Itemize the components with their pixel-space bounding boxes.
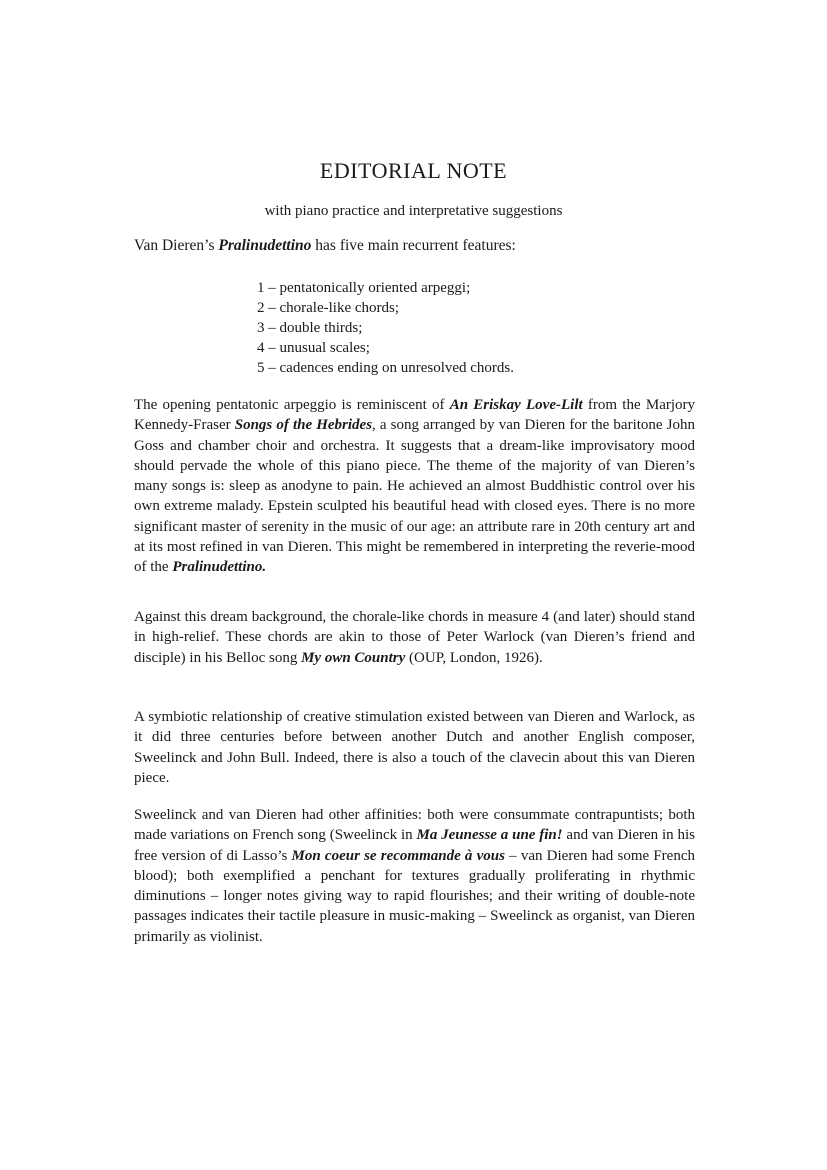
feature-item: 1 – pentatonically oriented arpeggi;	[257, 280, 471, 296]
intro-text-after: has five main recurrent features:	[311, 237, 516, 254]
paragraph-text: The opening pentatonic arpeggio is reminiscent of	[134, 397, 450, 413]
intro-text-before: Van Dieren’s	[134, 237, 219, 254]
work-title: Pralinudettino.	[172, 559, 267, 576]
feature-item: 5 – cadences ending on unresolved chords.	[257, 360, 515, 376]
work-title: My own Country	[301, 649, 406, 666]
page-subtitle: with piano practice and interpretative suggestions	[264, 203, 563, 219]
work-title: Ma Jeunesse a une fin!	[416, 827, 563, 844]
paragraph-text: and van Dieren in his free version of di Lasso’s	[134, 827, 695, 864]
paragraph-text: – van Dieren had some French blood); both exemplified a penchant for textures gradually proliferating in rhythmic diminutions – longer notes giving way to rapid flourishes; and their writing of double-note passages indicates their tactile pleasure in music-making – Sweelinck as organist, van Dieren primarily as violinist.	[134, 847, 695, 945]
paragraph-chorale-chords	[134, 607, 695, 668]
paragraph-affinities	[134, 805, 695, 947]
feature-item: 3 – double thirds;	[257, 320, 363, 336]
paragraph-text: , a song arranged by van Dieren for the baritone John Goss and chamber choir and orchestra. It suggests that a dream-like improvisatory mood should pervade the whole of this piano piece. The theme of the majority of van Dieren’s many songs is: sleep as anodyne to pain. He achieved an almost Buddhistic control over his own extreme malady. Epstein sculpted his beautiful head with closed eyes. There is no more significant master of serenity in the music of our age: an attribute rare in 20th century art and at its most refined in van Dieren. This might be remembered in interpreting the reverie-mood of the	[134, 417, 695, 576]
paragraph-text: A symbiotic relationship of creative stimulation existed between van Dieren and Warlock, as it did three centuries before between another Dutch and another English composer, Sweelinck and John Bull. Indeed, there is also a touch of the clavecin about this van Dieren piece.	[134, 709, 695, 786]
page-title: EDITORIAL NOTE	[319, 158, 508, 183]
paragraph-text: (OUP, London, 1926).	[405, 649, 543, 666]
paragraph-symbiotic-relationship	[134, 707, 695, 788]
work-title: Pralinudettino	[218, 237, 312, 254]
work-title: Mon coeur se recommande à vous	[291, 847, 505, 864]
feature-item: 2 – chorale-like chords;	[257, 300, 400, 316]
features-list	[257, 278, 514, 378]
feature-item: 4 – unusual scales;	[257, 340, 370, 356]
paragraph-opening-arpeggio	[134, 395, 695, 578]
work-title: An Eriskay Love-Lilt	[449, 397, 583, 413]
intro-sentence	[134, 237, 516, 255]
paragraph-text: from the Marjory Kennedy-Fraser	[134, 397, 696, 434]
paragraph-text: Against this dream background, the chorale-like chords in measure 4 (and later) should stand in high-relief. These chords are akin to those of Peter Warlock (van Dieren’s friend and disciple) in his Belloc song	[134, 609, 695, 666]
paragraph-text: Sweelinck and van Dieren had other affinities: both were consummate contrapuntists; both made variations on French song (Sweelinck in	[134, 807, 695, 844]
work-title: Songs of the Hebrides	[234, 417, 373, 434]
